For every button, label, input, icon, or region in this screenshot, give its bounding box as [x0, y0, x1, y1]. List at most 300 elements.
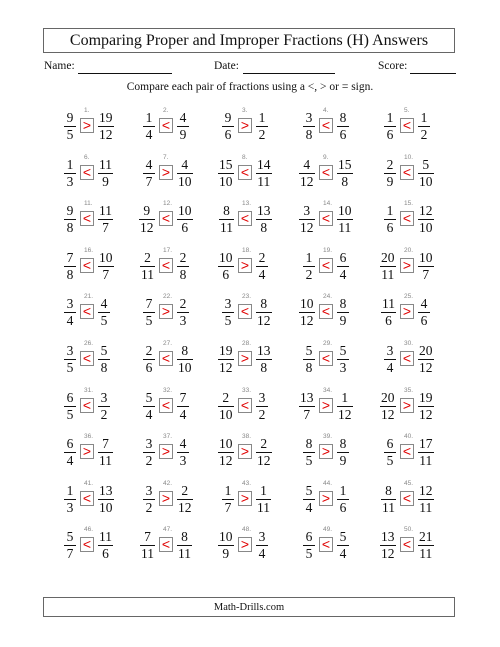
- right-fraction: [418, 484, 434, 515]
- denominator: 6: [339, 127, 347, 142]
- problem-item: [50, 384, 132, 430]
- answer-box[interactable]: <: [238, 165, 252, 180]
- left-fraction: [218, 158, 234, 189]
- name-label: Name:: [44, 60, 75, 72]
- right-fraction: [256, 391, 268, 422]
- answer-box[interactable]: <: [80, 491, 94, 506]
- denominator: 10: [99, 499, 113, 515]
- problem-item: [129, 290, 211, 336]
- denominator: 5: [66, 360, 74, 375]
- student-info-row: [0, 60, 500, 78]
- numerator: 3: [100, 389, 108, 405]
- denominator: 10: [178, 360, 192, 375]
- problem-number: 25.: [404, 293, 414, 301]
- numerator: 20: [419, 343, 433, 358]
- problem-item: [370, 151, 452, 197]
- denominator: 12: [99, 127, 113, 142]
- date-label: Date:: [214, 60, 239, 72]
- left-fraction: [384, 111, 396, 142]
- problem-number: 27.: [163, 340, 173, 347]
- answer-box[interactable]: >: [238, 118, 252, 133]
- problem-number: 20.: [404, 246, 414, 254]
- denominator: 8: [179, 266, 187, 282]
- left-fraction: [303, 111, 315, 142]
- problem-number: 36.: [84, 433, 94, 441]
- problem-item: [129, 337, 211, 383]
- answer-box[interactable]: <: [400, 537, 414, 552]
- answer-box[interactable]: <: [319, 351, 333, 366]
- title-text: Comparing Proper and Improper Fractions (H) Answers: [69, 31, 429, 49]
- answer-box[interactable]: >: [159, 491, 173, 506]
- numerator: 10: [219, 249, 233, 265]
- denominator: 8: [341, 173, 349, 189]
- problem-number: 13.: [242, 200, 252, 208]
- answer-box[interactable]: <: [80, 258, 94, 273]
- denominator: 6: [102, 546, 109, 562]
- denominator: 11: [419, 453, 433, 469]
- denominator: 6: [339, 499, 347, 515]
- problem-item: [208, 104, 290, 150]
- answer-box[interactable]: >: [80, 118, 94, 133]
- date-field[interactable]: [243, 73, 335, 74]
- answer-box[interactable]: >: [319, 398, 333, 413]
- denominator: 3: [66, 173, 74, 189]
- problem-number: 15.: [404, 200, 414, 208]
- problem-number: 42.: [163, 479, 173, 487]
- numerator: 3: [224, 296, 232, 312]
- problem-item: [50, 523, 132, 569]
- right-fraction: [256, 158, 272, 189]
- left-fraction: [143, 391, 155, 422]
- left-fraction: [384, 437, 396, 468]
- answer-box[interactable]: >: [400, 258, 414, 273]
- answer-box[interactable]: <: [319, 304, 333, 319]
- answer-box[interactable]: >: [400, 398, 414, 413]
- denominator: 4: [145, 127, 153, 142]
- problem-item: [50, 104, 132, 150]
- left-fraction: [143, 344, 155, 375]
- denominator: 10: [419, 220, 433, 236]
- score-label: Score:: [378, 60, 408, 72]
- left-fraction: [219, 204, 234, 235]
- denominator: 12: [219, 360, 233, 375]
- left-fraction: [384, 204, 396, 235]
- answer-box[interactable]: <: [319, 537, 333, 552]
- denominator: 5: [145, 313, 153, 329]
- left-fraction: [303, 344, 315, 375]
- denominator: 4: [386, 360, 394, 375]
- denominator: 5: [386, 453, 394, 469]
- numerator: 12: [419, 482, 433, 498]
- right-fraction: [337, 391, 353, 422]
- problem-number: 40.: [404, 433, 414, 441]
- problem-number: 9.: [323, 153, 329, 161]
- right-fraction: [337, 204, 353, 235]
- left-fraction: [64, 251, 76, 282]
- answer-box[interactable]: >: [400, 304, 414, 319]
- denominator: 11: [99, 453, 112, 469]
- problem-number: 34.: [323, 386, 333, 394]
- answer-box[interactable]: <: [80, 537, 94, 552]
- footer: [43, 597, 455, 617]
- denominator: 7: [303, 406, 311, 422]
- denominator: 6: [224, 127, 232, 142]
- problem-number: 16.: [84, 246, 94, 254]
- problem-grid: [0, 104, 500, 572]
- denominator: 4: [258, 546, 266, 562]
- left-fraction: [303, 530, 315, 561]
- denominator: 6: [420, 313, 428, 329]
- numerator: 14: [257, 156, 271, 172]
- problem-number: 30.: [404, 340, 414, 347]
- numerator: 7: [179, 389, 187, 405]
- answer-box[interactable]: >: [319, 491, 333, 506]
- right-fraction: [177, 158, 193, 189]
- denominator: 12: [257, 453, 271, 469]
- problem-number: 49.: [323, 526, 333, 534]
- numerator: 2: [260, 436, 268, 452]
- denominator: 7: [102, 266, 110, 282]
- numerator: 10: [178, 203, 192, 219]
- denominator: 4: [339, 546, 347, 562]
- denominator: 11: [141, 546, 154, 562]
- problem-item: [370, 477, 452, 523]
- denominator: 9: [222, 546, 230, 562]
- numerator: 5: [305, 343, 313, 358]
- problem-item: [50, 430, 132, 476]
- numerator: 2: [181, 482, 189, 498]
- numerator: 3: [66, 296, 74, 312]
- problem-number: 43.: [242, 479, 252, 487]
- problem-number: 50.: [404, 526, 414, 534]
- left-fraction: [218, 344, 234, 375]
- right-fraction: [256, 204, 272, 235]
- denominator: 4: [179, 406, 187, 422]
- right-fraction: [418, 344, 434, 375]
- left-fraction: [143, 111, 155, 142]
- denominator: 6: [222, 266, 230, 282]
- denominator: 3: [179, 453, 187, 469]
- problem-number: 12.: [163, 200, 173, 208]
- denominator: 4: [145, 406, 153, 422]
- problem-number: 28.: [242, 340, 252, 347]
- problem-number: 7.: [163, 153, 169, 161]
- right-fraction: [98, 251, 114, 282]
- instructions: Compare each pair of fractions using a <, > or = sign.: [126, 81, 374, 93]
- denominator: 12: [381, 406, 395, 422]
- answer-box[interactable]: <: [159, 537, 173, 552]
- denominator: 6: [386, 127, 394, 142]
- denominator: 11: [419, 546, 433, 562]
- right-fraction: [177, 204, 193, 235]
- numerator: 8: [223, 203, 230, 219]
- left-fraction: [218, 391, 234, 422]
- problem-item: [370, 337, 452, 383]
- left-fraction: [380, 391, 396, 422]
- left-fraction: [299, 204, 315, 235]
- answer-box[interactable]: <: [319, 211, 333, 226]
- problem-item: [208, 523, 290, 569]
- problem-item: [50, 337, 132, 383]
- denominator: 4: [66, 313, 74, 329]
- right-fraction: [256, 437, 272, 468]
- numerator: 1: [420, 110, 428, 125]
- problem-item: [208, 477, 290, 523]
- denominator: 6: [181, 220, 189, 236]
- right-fraction: [177, 251, 189, 282]
- denominator: 11: [338, 220, 352, 236]
- left-fraction: [143, 158, 155, 189]
- denominator: 11: [419, 499, 433, 515]
- problem-item: [289, 151, 371, 197]
- left-fraction: [143, 297, 155, 328]
- left-fraction: [303, 484, 315, 515]
- right-fraction: [98, 158, 113, 189]
- problem-number: 31.: [84, 386, 94, 394]
- problem-item: [50, 244, 132, 290]
- answer-box[interactable]: >: [159, 165, 173, 180]
- left-fraction: [222, 111, 234, 142]
- denominator: 5: [224, 313, 232, 329]
- right-fraction: [98, 297, 110, 328]
- numerator: 17: [419, 436, 433, 452]
- problem-number: 39.: [323, 433, 333, 441]
- numerator: 3: [303, 203, 311, 219]
- answer-box[interactable]: <: [400, 118, 414, 133]
- problem-item: [370, 244, 452, 290]
- answer-box[interactable]: >: [159, 304, 173, 319]
- denominator: 11: [382, 499, 395, 515]
- left-fraction: [299, 391, 315, 422]
- right-fraction: [256, 530, 268, 561]
- numerator: 9: [66, 203, 74, 219]
- left-fraction: [380, 251, 396, 282]
- numerator: 6: [386, 436, 394, 452]
- problem-number: 19.: [323, 246, 333, 254]
- left-fraction: [140, 530, 155, 561]
- right-fraction: [337, 344, 349, 375]
- left-fraction: [380, 530, 396, 561]
- numerator: 1: [341, 389, 349, 405]
- answer-box[interactable]: <: [80, 398, 94, 413]
- right-fraction: [256, 484, 271, 515]
- denominator: 10: [219, 173, 233, 189]
- right-fraction: [337, 484, 349, 515]
- numerator: 1: [386, 110, 394, 125]
- answer-box[interactable]: <: [159, 351, 173, 366]
- numerator: 5: [422, 156, 430, 172]
- problem-item: [129, 523, 211, 569]
- name-field[interactable]: [78, 73, 172, 74]
- answer-box[interactable]: <: [80, 351, 94, 366]
- problem-item: [208, 430, 290, 476]
- denominator: 5: [66, 406, 74, 422]
- answer-box[interactable]: <: [319, 258, 333, 273]
- numerator: 4: [181, 156, 189, 172]
- answer-box[interactable]: <: [159, 398, 173, 413]
- numerator: 4: [420, 296, 428, 312]
- answer-box[interactable]: <: [400, 211, 414, 226]
- answer-box[interactable]: >: [80, 444, 94, 459]
- numerator: 1: [66, 156, 74, 172]
- denominator: 12: [381, 546, 395, 562]
- numerator: 4: [179, 436, 187, 452]
- numerator: 4: [303, 156, 311, 172]
- left-fraction: [139, 204, 155, 235]
- problem-item: [50, 290, 132, 336]
- answer-box[interactable]: <: [319, 165, 333, 180]
- answer-box[interactable]: <: [238, 211, 252, 226]
- answer-box[interactable]: >: [238, 491, 252, 506]
- numerator: 15: [219, 156, 233, 172]
- left-fraction: [299, 297, 315, 328]
- answer-box[interactable]: >: [319, 444, 333, 459]
- problem-number: 11.: [84, 200, 93, 208]
- numerator: 7: [102, 436, 109, 452]
- denominator: 8: [66, 220, 74, 236]
- answer-box[interactable]: <: [238, 398, 252, 413]
- numerator: 11: [99, 203, 112, 219]
- problem-item: [289, 104, 371, 150]
- numerator: 10: [99, 249, 113, 265]
- right-fraction: [177, 530, 192, 561]
- problem-item: [289, 384, 371, 430]
- denominator: 10: [419, 173, 433, 189]
- answer-box[interactable]: <: [400, 351, 414, 366]
- numerator: 3: [145, 436, 153, 452]
- left-fraction: [64, 111, 76, 142]
- right-fraction: [337, 530, 349, 561]
- problem-item: [370, 290, 452, 336]
- left-fraction: [384, 158, 396, 189]
- numerator: 10: [338, 203, 352, 219]
- problem-number: 32.: [163, 386, 173, 394]
- problem-item: [289, 523, 371, 569]
- right-fraction: [177, 484, 193, 515]
- numerator: 1: [145, 110, 153, 125]
- left-fraction: [64, 158, 76, 189]
- problem-number: 23.: [242, 293, 252, 301]
- right-fraction: [98, 391, 110, 422]
- problem-item: [370, 523, 452, 569]
- problem-number: 26.: [84, 340, 94, 347]
- denominator: 4: [258, 266, 266, 282]
- numerator: 21: [419, 529, 433, 545]
- problem-item: [129, 430, 211, 476]
- problem-item: [208, 384, 290, 430]
- numerator: 13: [300, 389, 314, 405]
- problem-item: [50, 151, 132, 197]
- answer-box[interactable]: >: [159, 444, 173, 459]
- numerator: 2: [145, 343, 153, 358]
- numerator: 5: [339, 529, 347, 545]
- denominator: 4: [66, 453, 74, 469]
- answer-box[interactable]: <: [159, 211, 173, 226]
- answer-box[interactable]: >: [238, 351, 252, 366]
- left-fraction: [64, 437, 76, 468]
- right-fraction: [418, 297, 430, 328]
- score-field[interactable]: [410, 73, 456, 74]
- left-fraction: [222, 484, 234, 515]
- numerator: 3: [305, 110, 313, 125]
- denominator: 10: [219, 406, 233, 422]
- denominator: 2: [258, 127, 266, 142]
- problem-item: [289, 337, 371, 383]
- numerator: 8: [339, 296, 347, 312]
- denominator: 12: [419, 406, 433, 422]
- problem-number: 48.: [242, 526, 252, 534]
- denominator: 3: [339, 360, 347, 375]
- answer-box[interactable]: <: [400, 491, 414, 506]
- numerator: 5: [305, 482, 313, 498]
- right-fraction: [177, 344, 193, 375]
- right-fraction: [418, 437, 434, 468]
- answer-box[interactable]: <: [159, 258, 173, 273]
- answer-box[interactable]: <: [80, 165, 94, 180]
- denominator: 6: [145, 360, 153, 375]
- answer-box[interactable]: <: [238, 304, 252, 319]
- denominator: 8: [260, 360, 268, 375]
- problem-number: 10.: [404, 153, 414, 161]
- denominator: 5: [305, 546, 313, 562]
- right-fraction: [256, 251, 268, 282]
- right-fraction: [98, 204, 113, 235]
- answer-box[interactable]: >: [238, 537, 252, 552]
- numerator: 1: [305, 249, 313, 265]
- answer-box[interactable]: <: [80, 304, 94, 319]
- denominator: 11: [220, 220, 233, 236]
- answer-box[interactable]: >: [238, 444, 252, 459]
- numerator: 13: [257, 343, 271, 358]
- right-fraction: [177, 297, 189, 328]
- right-fraction: [418, 111, 430, 142]
- problem-number: 24.: [323, 293, 333, 301]
- problem-item: [208, 290, 290, 336]
- right-fraction: [418, 251, 434, 282]
- denominator: 2: [145, 453, 153, 469]
- problem-number: 18.: [242, 246, 252, 254]
- numerator: 4: [179, 110, 187, 125]
- problem-item: [370, 430, 452, 476]
- denominator: 7: [224, 499, 232, 515]
- numerator: 20: [381, 249, 395, 265]
- denominator: 4: [305, 499, 313, 515]
- problem-number: 22.: [163, 293, 173, 301]
- numerator: 15: [338, 156, 352, 172]
- answer-box[interactable]: >: [238, 258, 252, 273]
- denominator: 7: [422, 266, 430, 282]
- problem-number: 4.: [323, 107, 329, 114]
- numerator: 11: [382, 296, 395, 312]
- denominator: 12: [140, 220, 154, 236]
- answer-box[interactable]: <: [400, 165, 414, 180]
- answer-box[interactable]: <: [400, 444, 414, 459]
- denominator: 2: [100, 406, 108, 422]
- denominator: 10: [178, 173, 192, 189]
- problem-item: [129, 384, 211, 430]
- numerator: 8: [385, 482, 392, 498]
- answer-box[interactable]: <: [80, 211, 94, 226]
- left-fraction: [140, 251, 155, 282]
- numerator: 7: [145, 296, 153, 312]
- answer-box[interactable]: <: [319, 118, 333, 133]
- problem-number: 37.: [163, 433, 173, 441]
- numerator: 8: [260, 296, 268, 312]
- answer-box[interactable]: <: [159, 118, 173, 133]
- problem-item: [289, 290, 371, 336]
- numerator: 13: [257, 203, 271, 219]
- right-fraction: [337, 251, 349, 282]
